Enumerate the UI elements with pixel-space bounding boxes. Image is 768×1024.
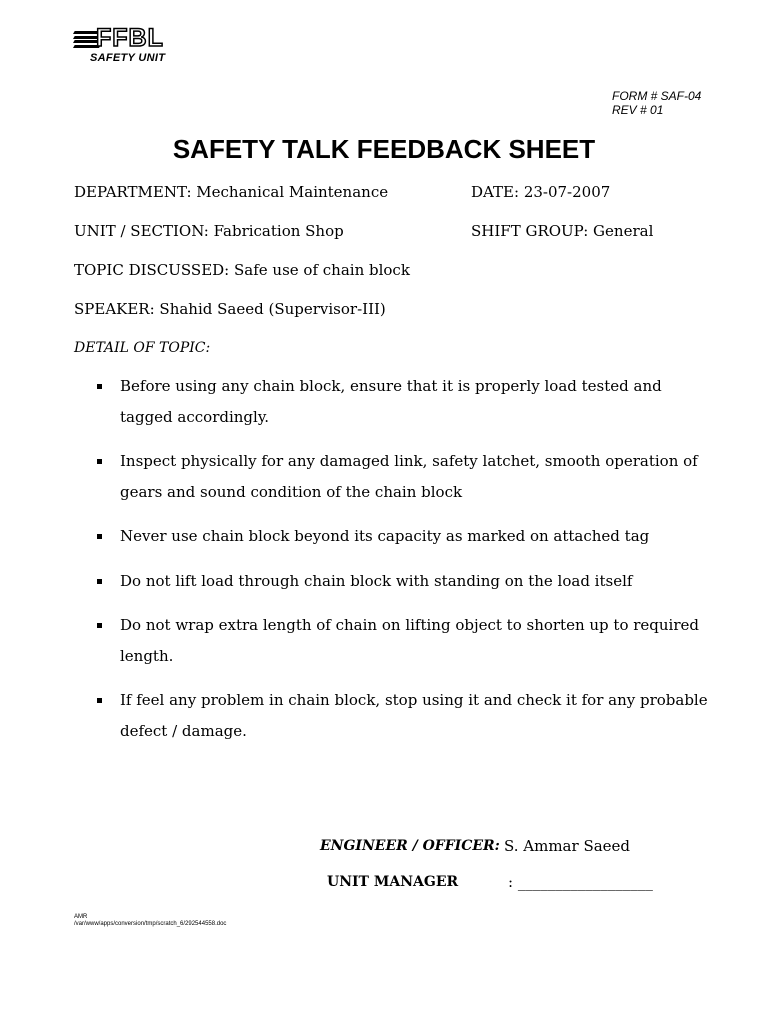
speaker-field: SPEAKER: Shahid Saeed (Supervisor-III)	[74, 300, 386, 318]
form-number: FORM # SAF-04	[612, 89, 702, 103]
bullet-icon	[97, 579, 102, 584]
list-item: Never use chain block beyond its capacity as marked on attached tag	[96, 521, 716, 552]
form-revision: REV # 01	[612, 103, 664, 117]
shift-group-field: SHIFT GROUP: General	[471, 222, 654, 240]
engineer-officer-label: ENGINEER / OFFICER:	[320, 838, 500, 854]
list-item: If feel any problem in chain block, stop using it and check it for any probable defect / damage.	[96, 685, 716, 746]
list-item: Do not wrap extra length of chain on lifting object to shorten up to required length.	[96, 610, 716, 671]
unit-manager-label: UNIT MANAGER	[327, 874, 459, 890]
department-field: DEPARTMENT: Mechanical Maintenance	[74, 183, 389, 201]
list-item: Inspect physically for any damaged link, safety latchet, smooth operation of gears and sound condition of the chain block	[96, 446, 716, 507]
bullet-icon	[97, 384, 102, 389]
footer-initials: AMR	[74, 914, 88, 920]
topic-details-list	[96, 371, 716, 760]
page-title: SAFETY TALK FEEDBACK SHEET	[172, 134, 596, 164]
date-field: DATE: 23-07-2007	[471, 183, 611, 201]
list-item: Before using any chain block, ensure that it is properly load tested and tagged accordingly.	[96, 371, 716, 432]
bullet-icon	[97, 623, 102, 628]
unit-manager-signature-line: : __________________	[508, 873, 653, 891]
bullet-icon	[97, 459, 102, 464]
list-item: Do not lift load through chain block with standing on the load itself	[96, 566, 716, 597]
logo-subtitle: SAFETY UNIT	[90, 52, 166, 64]
bullet-icon	[97, 534, 102, 539]
topic-field: TOPIC DISCUSSED: Safe use of chain block	[74, 261, 410, 279]
unit-section-field: UNIT / SECTION: Fabrication Shop	[74, 222, 344, 240]
detail-of-topic-label: DETAIL OF TOPIC:	[74, 340, 211, 356]
footer-file-path: /var/www/apps/conversion/tmp/scratch_6/292544558.doc	[74, 921, 227, 927]
engineer-officer-name: S. Ammar Saeed	[504, 837, 631, 855]
bullet-icon	[97, 698, 102, 703]
ffbl-logo	[74, 24, 194, 68]
logo-text: FFBL	[96, 24, 164, 52]
